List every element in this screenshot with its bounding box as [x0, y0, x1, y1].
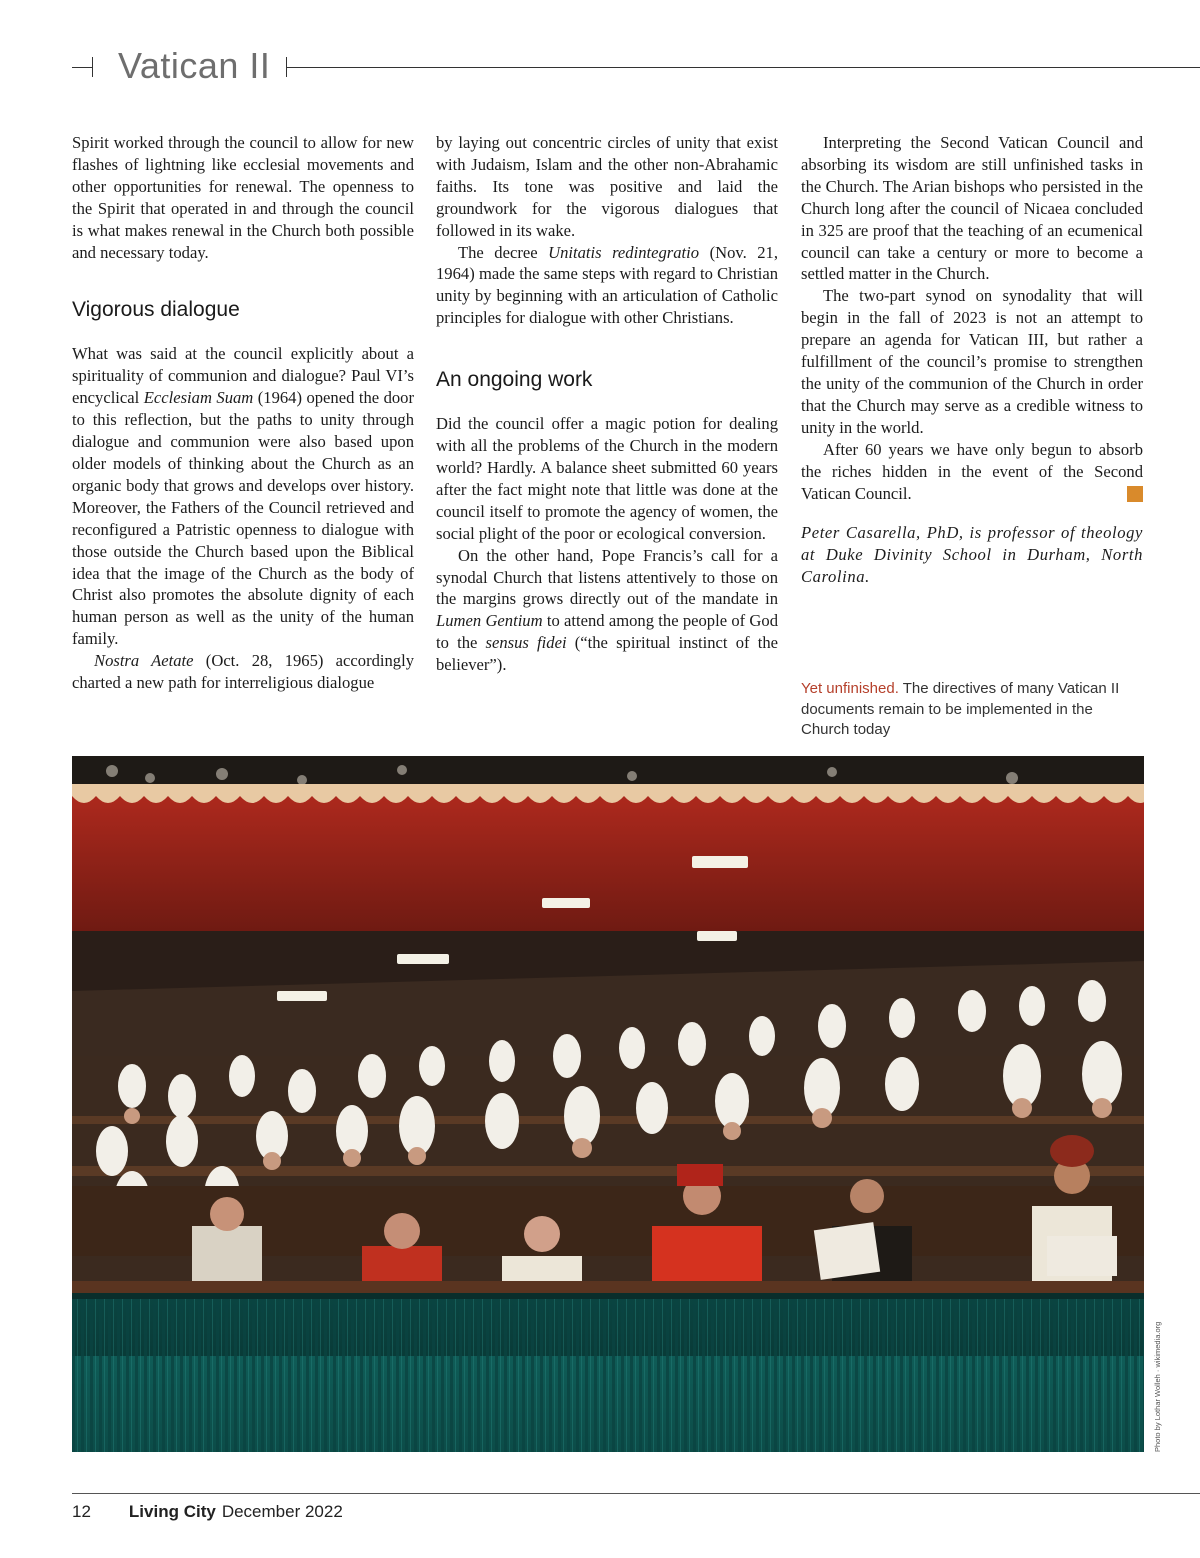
- article-column-2: [436, 132, 778, 676]
- paragraph: Did the council offer a magic potion for dealing with all the problems of the Church in the modern world? Hardly. A balance sheet submitted 60 years after the fact might note that little was done at the council itself to promote the agency of women, the social plight of the poor or ecological conversion.: [436, 414, 778, 543]
- section-title: Vatican II: [118, 45, 271, 86]
- author-byline: Peter Casarella, PhD, is professor of theology at Duke Divinity School in Durham, North Carolina.: [801, 523, 1143, 587]
- article-column-3: [801, 132, 1164, 588]
- footer-rule: [72, 1493, 1200, 1494]
- magazine-name: Living City: [128, 1502, 216, 1521]
- paragraph: by laying out concentric circles of unity that exist with Judaism, Islam and the other non-Abrahamic faiths. Its tone was positive and laid the groundwork for the vigorous dialogues that followed in its wake.: [436, 133, 778, 240]
- header-rule-left: [72, 67, 92, 68]
- header-rule: [287, 67, 1200, 68]
- page-number: 12: [72, 1502, 91, 1521]
- paragraph: On the other hand, Pope Francis’s call for a synodal Church that listens attentively to those on the margins grows directly out of the mandate in Lumen Gentium to attend among the people of God to the sensus fidei (“the spiritual instinct of the believer”).: [436, 545, 778, 675]
- caption-lead: Yet unfinished.: [801, 680, 899, 697]
- paragraph: Nostra Aetate (Oct. 28, 1965) accordingly charted a new path for interreligious dialogue: [72, 651, 415, 693]
- council-photo: [72, 756, 1144, 1452]
- article-column-1: [72, 132, 414, 694]
- caption-text: The directives of many Vatican II documents remain to be implemented in the Church today: [801, 680, 1120, 738]
- header-bar-left: [92, 57, 93, 77]
- issue-date: December 2022: [221, 1502, 343, 1521]
- paragraph: What was said at the council explicitly about a spirituality of communion and dialogue? Paul VI’s encyclical Ecclesiam Suam (1964) opened the door to this reflection, but the paths to unity through dialogue and communion were also based upon older models of thinking about the Church as an organic body that grows and develops over history. Moreover, the Fathers of the Council retrieved and reconfigured a Patristic openness to dialogue with those outside the Church based upon the Biblical idea that the image of the Church as the body of Christ also promotes the absolute dignity of each human person as well as the unity of the human family.: [72, 344, 415, 649]
- paragraph: Spirit worked through the council to allow for new flashes of lightning like ecclesial movements and other opportunities for renewal. The openness to the Spirit that operated in and through the council is what makes renewal in the Church both possible and necessary today.: [72, 133, 414, 262]
- paragraph: Interpreting the Second Vatican Council and absorbing its wisdom are still unfinished tasks in the Church. The Arian bishops who persisted in the Church long after the council of Nicaea concluded in 325 are proof that the teaching of an ecumenical council can take a century or more to become a settled matter in the Church.: [801, 133, 1143, 284]
- paragraph: After 60 years we have only begun to absorb the riches hidden in the event of the Second Vatican Council. LC: [801, 439, 1164, 503]
- footer: [72, 1500, 343, 1524]
- photo-credit: Photo by Lothar Wolleh · wikimedia.org: [1153, 1321, 1162, 1452]
- paragraph: The two-part synod on synodality that will begin in the fall of 2023 is not an attempt to prepare an agenda for Vatican III, but rather a fulfillment of the council’s promise to strengthen the unity of the communion of the Church in order that the Church may serve as a credible witness to unity in the world.: [801, 286, 1143, 437]
- end-mark-icon: LC: [1127, 486, 1143, 502]
- photo-caption: [801, 679, 1131, 741]
- council-photo-illustration: [72, 756, 1144, 1452]
- subheading-vigorous-dialogue: Vigorous dialogue: [72, 298, 240, 322]
- paragraph: The decree Unitatis redintegratio (Nov. 21, 1964) made the same steps with regard to Christian unity by beginning with an articulation of Catholic principles for dialogue with other Christians.: [436, 242, 778, 328]
- subheading-ongoing-work: An ongoing work: [436, 368, 593, 392]
